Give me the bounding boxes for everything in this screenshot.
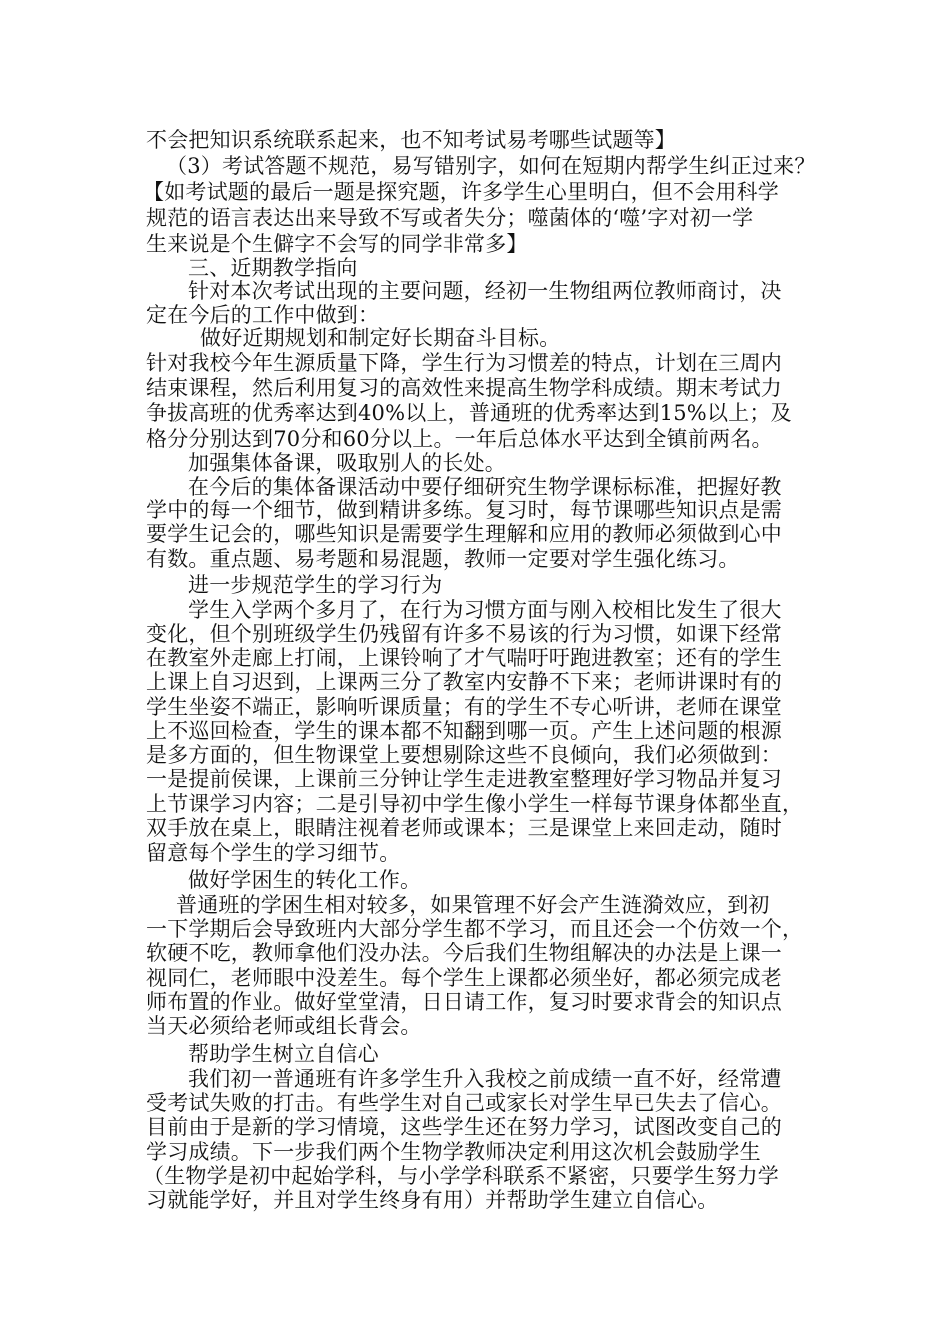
text-line: 一下学期后会导致班内大部分学生都不学习，而且还会一个仿效一个， (146, 917, 804, 941)
text-line: 学中的每一个细节，做到精讲多练。复习时，每节课哪些知识点是需 (146, 498, 782, 522)
text-line: 上课上自习迟到，上课两三分了教室内安静不下来；老师讲课时有的 (146, 670, 782, 694)
text-line: 是多方面的，但生物课堂上要想剔除这些不良倾向，我们必须做到： (146, 743, 782, 767)
text-line: 视同仁，老师眼中没差生。每个学生上课都必须坐好，都必须完成老 (146, 966, 782, 990)
text-line: 学生入学两个多月了，在行为习惯方面与刚入校相比发生了很大 (188, 598, 782, 622)
text-line: 留意每个学生的学习细节。 (146, 841, 401, 865)
text-line: 在今后的集体备课活动中要仔细研究生物学课标标准，把握好教 (188, 475, 782, 499)
text-line: 双手放在桌上，眼睛注视着老师或课本；三是课堂上来回走动，随时 (146, 816, 782, 840)
text-line: 格分分别达到70分和60分以上。一年后总体水平达到全镇前两名。 (146, 427, 773, 451)
text-line: （3）考试答题不规范，易写错别字，如何在短期内帮学生纠正过来？ (166, 154, 816, 178)
text-line: 在教室外走廊上打闹，上课铃响了才气喘吁吁跑进教室；还有的学生 (146, 646, 782, 670)
text-line: 争拔高班的优秀率达到40%以上，普通班的优秀率达到15%以上；及 (146, 401, 792, 425)
text-line: 软硬不吃，教师拿他们没办法。今后我们生物组解决的办法是上课一 (146, 941, 782, 965)
text-line: 上不巡回检查，学生的课本都不知翻到哪一页。产生上述问题的根源 (146, 719, 782, 743)
subheading: 加强集体备课，吸取别人的长处。 (188, 451, 506, 475)
text-line: 学习成绩。下一步我们两个生物学教师决定利用这次机会鼓励学生 (146, 1140, 761, 1164)
subheading: 进一步规范学生的学习行为 (188, 573, 443, 597)
text-line: 规范的语言表达出来导致不写或者失分；噬菌体的‘噬’字对初一学 (146, 206, 754, 230)
text-line: 当天必须给老师或组长背会。 (146, 1014, 422, 1038)
text-line: 习就能学好，并且对学生终身有用）并帮助学生建立自信心。 (146, 1188, 719, 1212)
text-line: 不会把知识系统联系起来，也不知考试易考哪些试题等】 (146, 128, 676, 152)
text-line: 上节课学习内容；二是引导初中学生像小学生一样每节课身体都坐直， (146, 792, 804, 816)
text-line: 针对本次考试出现的主要问题，经初一生物组两位教师商讨，决 (188, 279, 782, 303)
section-heading: 三、近期教学指向 (188, 256, 358, 280)
text-line: 定在今后的工作中做到： (146, 303, 380, 327)
text-line: 我们初一普通班有许多学生升入我校之前成绩一直不好，经常遭 (188, 1067, 782, 1091)
text-line: 师布置的作业。做好堂堂清，日日请工作，复习时要求背会的知识点 (146, 990, 782, 1014)
text-line: 【如考试题的最后一题是探究题，许多学生心里明白，但不会用科学 (143, 180, 779, 204)
text-line: 受考试失败的打击。有些学生对自己或家长对学生早已失去了信心。 (146, 1091, 782, 1115)
text-line: 普通班的学困生相对较多，如果管理不好会产生涟漪效应，到初 (176, 893, 770, 917)
text-line: 变化，但个别班级学生仍残留有许多不易该的行为习惯，如课下经常 (146, 622, 782, 646)
text-line: 要学生记会的，哪些知识是需要学生理解和应用的教师必须做到心中 (146, 522, 782, 546)
text-line: 针对我校今年生源质量下降，学生行为习惯差的特点，计划在三周内 (146, 351, 782, 375)
text-line: 生来说是个生僻字不会写的同学非常多】 (146, 232, 528, 256)
text-line: 有数。重点题、易考题和易混题，教师一定要对学生强化练习。 (146, 547, 740, 571)
text-line: （生物学是初中起始学科，与小学学科联系不紧密，只要学生努力学 (143, 1164, 779, 1188)
text-line: 学生坐姿不端正，影响听课质量；有的学生不专心听讲，老师在课堂 (146, 695, 782, 719)
subheading: 帮助学生树立自信心 (188, 1042, 379, 1066)
text-line: 目前由于是新的学习情境，这些学生还在努力学习，试图改变自己的 (146, 1115, 782, 1139)
subheading: 做好近期规划和制定好长期奋斗目标。 (200, 326, 561, 350)
subheading: 做好学困生的转化工作。 (188, 868, 422, 892)
text-line: 结束课程，然后利用复习的高效性来提高生物学科成绩。期末考试力 (146, 376, 782, 400)
text-line: 一是提前侯课，上课前三分钟让学生走进教室整理好学习物品并复习 (146, 767, 782, 791)
